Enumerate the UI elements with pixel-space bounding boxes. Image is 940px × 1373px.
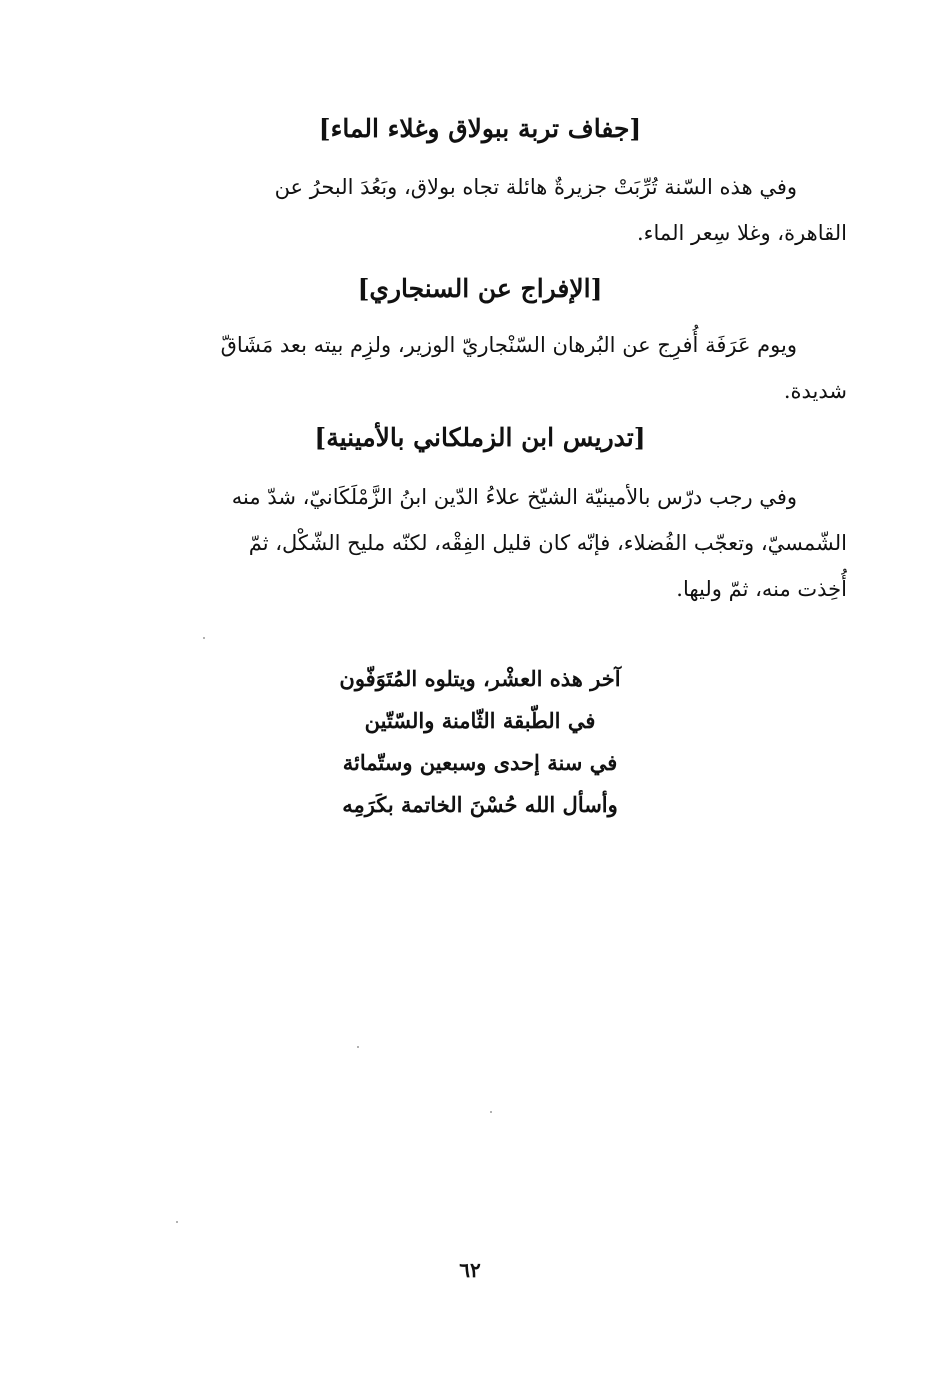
- colophon-line: في سنة إحدى وسبعين وستّمائة: [342, 750, 618, 775]
- page-number: ٦٢: [459, 1258, 481, 1282]
- section-paragraph-bulaq: [117, 164, 847, 256]
- scan-speck: [490, 1111, 492, 1113]
- paragraph-line: القاهرة، وغلا سِعر الماء.: [636, 221, 847, 245]
- paragraph-line: أُخِذت منه، ثمّ وليها.: [676, 577, 847, 601]
- paragraph-line: الشّمسيّ، وتعجّب الفُضلاء، فإنّه كان قليل الفِقْه، لكنّه مليح الشّكْل، ثمّ: [248, 531, 847, 555]
- closing-colophon: [100, 658, 860, 826]
- paragraph-line: وفي رجب درّس بالأمينيّة الشيّخ علاءُ الدّين ابنُ الزَّمْلَكَانيّ، شدّ منه: [231, 485, 797, 509]
- paragraph-line: ويوم عَرَفَة أُفرِج عن البُرهان السّنْجاريّ الوزير، ولزِم بيته بعد مَشَاقّ: [220, 333, 797, 357]
- section-paragraph-sinjari: [117, 322, 847, 414]
- scan-speck: [176, 1221, 178, 1223]
- colophon-line: في الطّبقة الثّامنة والسّتّين: [364, 708, 596, 733]
- colophon-line: وأسأل الله حُسْنَ الخاتمة بكَرَمِه: [342, 792, 618, 817]
- paragraph-line: شديدة.: [783, 379, 847, 403]
- colophon-line: آخر هذه العشْر، ويتلوه المُتَوَفّون: [339, 666, 621, 691]
- section-heading-zamalkani: [تدريس ابن الزملكاني بالأمينية]: [314, 423, 646, 452]
- section-paragraph-zamalkani: [117, 474, 847, 612]
- paragraph-line: وفي هذه السّنة تُرِّبَتْ جزيرةٌ هائلة تجاه بولاق، وبَعُدَ البحرُ عن: [274, 175, 797, 199]
- section-heading-bulaq: [جفاف تربة ببولاق وغلاء الماء]: [318, 114, 642, 143]
- section-heading-sinjari: [الإفراج عن السنجاري]: [357, 274, 603, 303]
- scan-speck: [357, 1046, 359, 1048]
- scan-speck: [203, 637, 205, 639]
